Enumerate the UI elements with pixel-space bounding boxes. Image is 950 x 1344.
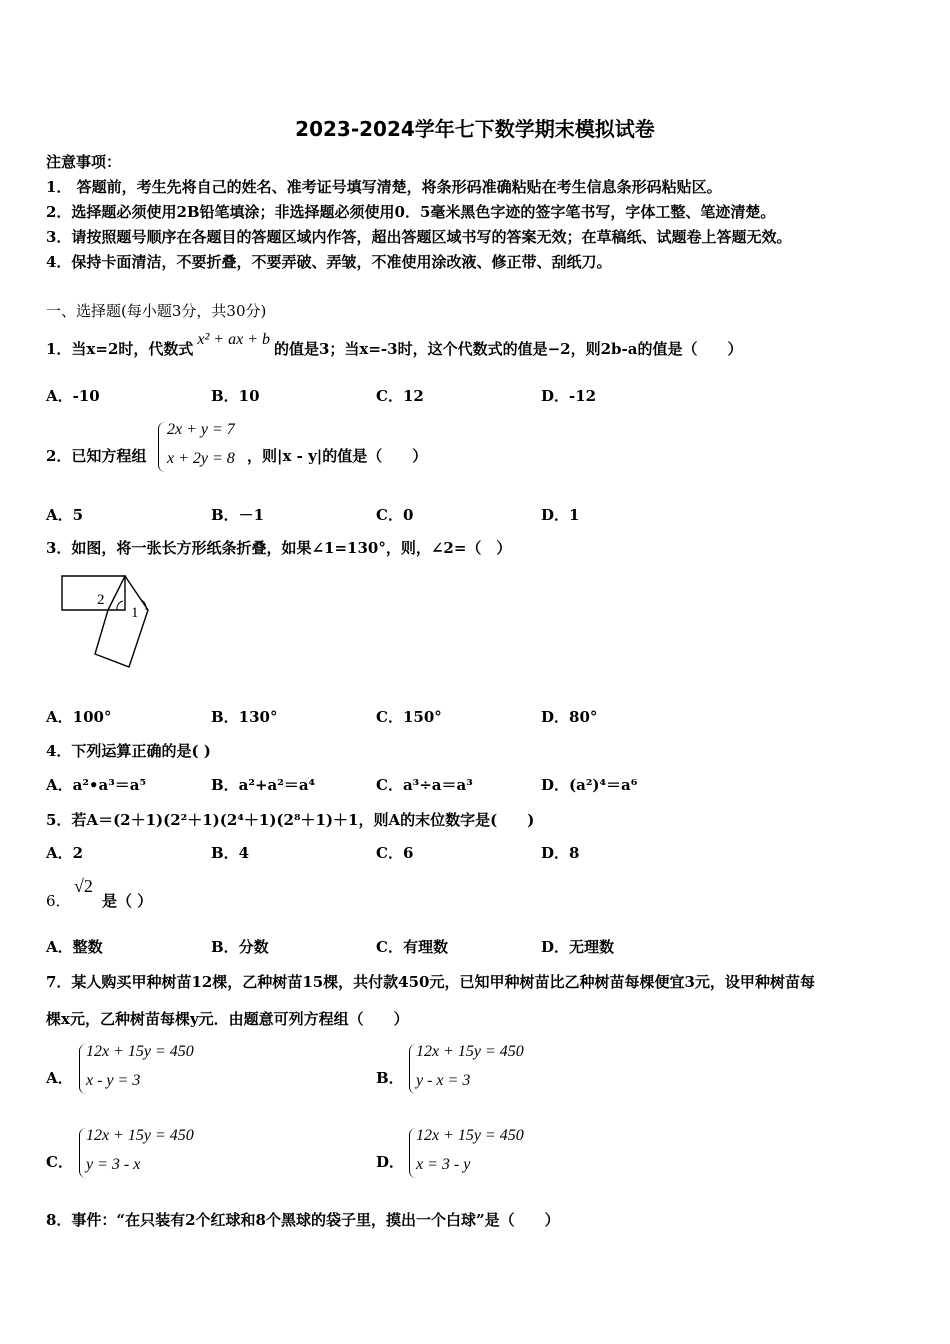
angle-1-label: 1 xyxy=(131,605,139,621)
q1-pre: 1．当x=2时，代数式 xyxy=(46,340,194,358)
q3-folded-strip-figure xyxy=(55,570,165,670)
q1-option-a: A．-10 xyxy=(46,387,100,405)
q3-option-a: A．100° xyxy=(46,708,112,726)
q6-option-a: A．整数 xyxy=(46,938,103,956)
q7-stem-line-1: 7．某人购买甲种树苗12棵，乙种树苗15棵，共付款450元，已知甲种树苗比乙种树苗每棵便宜3元，设甲种树苗每 xyxy=(46,973,815,991)
q7-option-d-eq2: x = 3 - y xyxy=(416,1156,471,1173)
q2-option-a: A．5 xyxy=(46,506,84,524)
q2-option-c: C．0 xyxy=(376,506,414,524)
q2-brace xyxy=(158,422,166,472)
q7-option-c-label: C． xyxy=(46,1153,73,1171)
q7-option-c-eq1: 12x + 15y = 450 xyxy=(86,1127,194,1144)
notice-item: 4．保持卡面清洁，不要折叠，不要弄破、弄皱，不准使用涂改液、修正带、刮纸刀。 xyxy=(46,253,612,271)
q6-radical: √2 xyxy=(74,876,93,896)
q5-option-d: D．8 xyxy=(541,844,580,862)
q1-post: 的值是3；当x=-3时，这个代数式的值是−2，则2b-a的值是（ ） xyxy=(273,340,743,358)
q6-option-b: B．分数 xyxy=(211,938,269,956)
q7-option-c-eq2: y = 3 - x xyxy=(86,1156,141,1173)
q2-equation-1: 2x + y = 7 xyxy=(167,421,235,438)
q7-option-d-eq1: 12x + 15y = 450 xyxy=(416,1127,524,1144)
q4-option-d: D．(a²)⁴＝a⁶ xyxy=(541,776,638,794)
q1-stem xyxy=(46,331,743,359)
angle-2-label: 2 xyxy=(97,592,105,608)
q4-stem: 4．下列运算正确的是( ) xyxy=(46,742,211,760)
q7-option-d-label: D． xyxy=(376,1153,405,1171)
q6-option-c: C．有理数 xyxy=(376,938,448,956)
q4-option-a: A．a²•a³＝a⁵ xyxy=(46,776,147,794)
q5-option-c: C．6 xyxy=(376,844,414,862)
strip-folded-part xyxy=(95,576,148,667)
q7-option-b-eq1: 12x + 15y = 450 xyxy=(416,1043,524,1060)
notice-item: 3．请按照题号顺序在各题目的答题区域内作答，超出答题区域书写的答案无效；在草稿纸、试题卷上答题无效。 xyxy=(46,228,792,246)
q7-stem-line-2: 棵x元，乙种树苗每棵y元．由题意可列方程组（ ） xyxy=(46,1010,409,1028)
q4-option-b: B．a²+a²＝a⁴ xyxy=(211,776,316,794)
q7-option-a-eq2: x - y = 3 xyxy=(86,1072,141,1089)
section-heading: 一、选择题(每小题3分，共30分) xyxy=(46,302,267,320)
q4-option-c: C．a³÷a＝a³ xyxy=(376,776,473,794)
q1-option-d: D．-12 xyxy=(541,387,597,405)
notice-item: 2．选择题必须使用2B铅笔填涂；非选择题必须使用0．5毫米黑色字迹的签字笔书写，字体工整、笔迹清楚。 xyxy=(46,203,776,221)
strip-horizontal-part xyxy=(62,576,125,610)
notice-heading: 注意事项： xyxy=(46,153,122,171)
q2-equation-2: x + 2y = 8 xyxy=(167,450,235,467)
q7-option-a-eq1: 12x + 15y = 450 xyxy=(86,1043,194,1060)
q6-post: 是（ ） xyxy=(102,892,153,910)
q6-option-d: D．无理数 xyxy=(541,938,615,956)
q2-option-b: B．－1 xyxy=(211,506,265,524)
q2-post: ，则|x - y|的值是（ ） xyxy=(247,447,428,465)
q3-option-c: C．150° xyxy=(376,708,442,726)
q1-option-b: B．10 xyxy=(211,387,260,405)
q7-option-b-eq2: y - x = 3 xyxy=(416,1072,471,1089)
q3-option-b: B．130° xyxy=(211,708,278,726)
q6-pre: 6． xyxy=(46,892,71,910)
angle-2-arc xyxy=(117,601,123,610)
q1-expression: x² + ax + b xyxy=(197,331,270,348)
q1-option-c: C．12 xyxy=(376,387,424,405)
page-title: 2023-2024学年七下数学期末模拟试卷 xyxy=(295,117,655,141)
q7-option-b-label: B． xyxy=(376,1069,404,1087)
notice-item: 1． 答题前，考生先将自己的姓名、准考证号填写清楚，将条形码准确粘贴在考生信息条形码粘贴区。 xyxy=(46,178,722,196)
q8-stem: 8．事件：“在只装有2个红球和8个黑球的袋子里，摸出一个白球”是（ ） xyxy=(46,1211,560,1229)
q3-option-d: D．80° xyxy=(541,708,598,726)
q2-pre: 2．已知方程组 xyxy=(46,447,147,465)
q7-option-a-label: A． xyxy=(46,1069,73,1087)
q5-option-a: A．2 xyxy=(46,844,84,862)
q5-stem: 5．若A＝(2＋1)(2²＋1)(2⁴＋1)(2⁸＋1)＋1，则A的末位数字是( ) xyxy=(46,811,535,829)
q2-option-d: D．1 xyxy=(541,506,580,524)
q5-option-b: B．4 xyxy=(211,844,250,862)
q3-stem: 3．如图，将一张长方形纸条折叠，如果∠1=130°，则，∠2=（ ） xyxy=(46,539,512,557)
